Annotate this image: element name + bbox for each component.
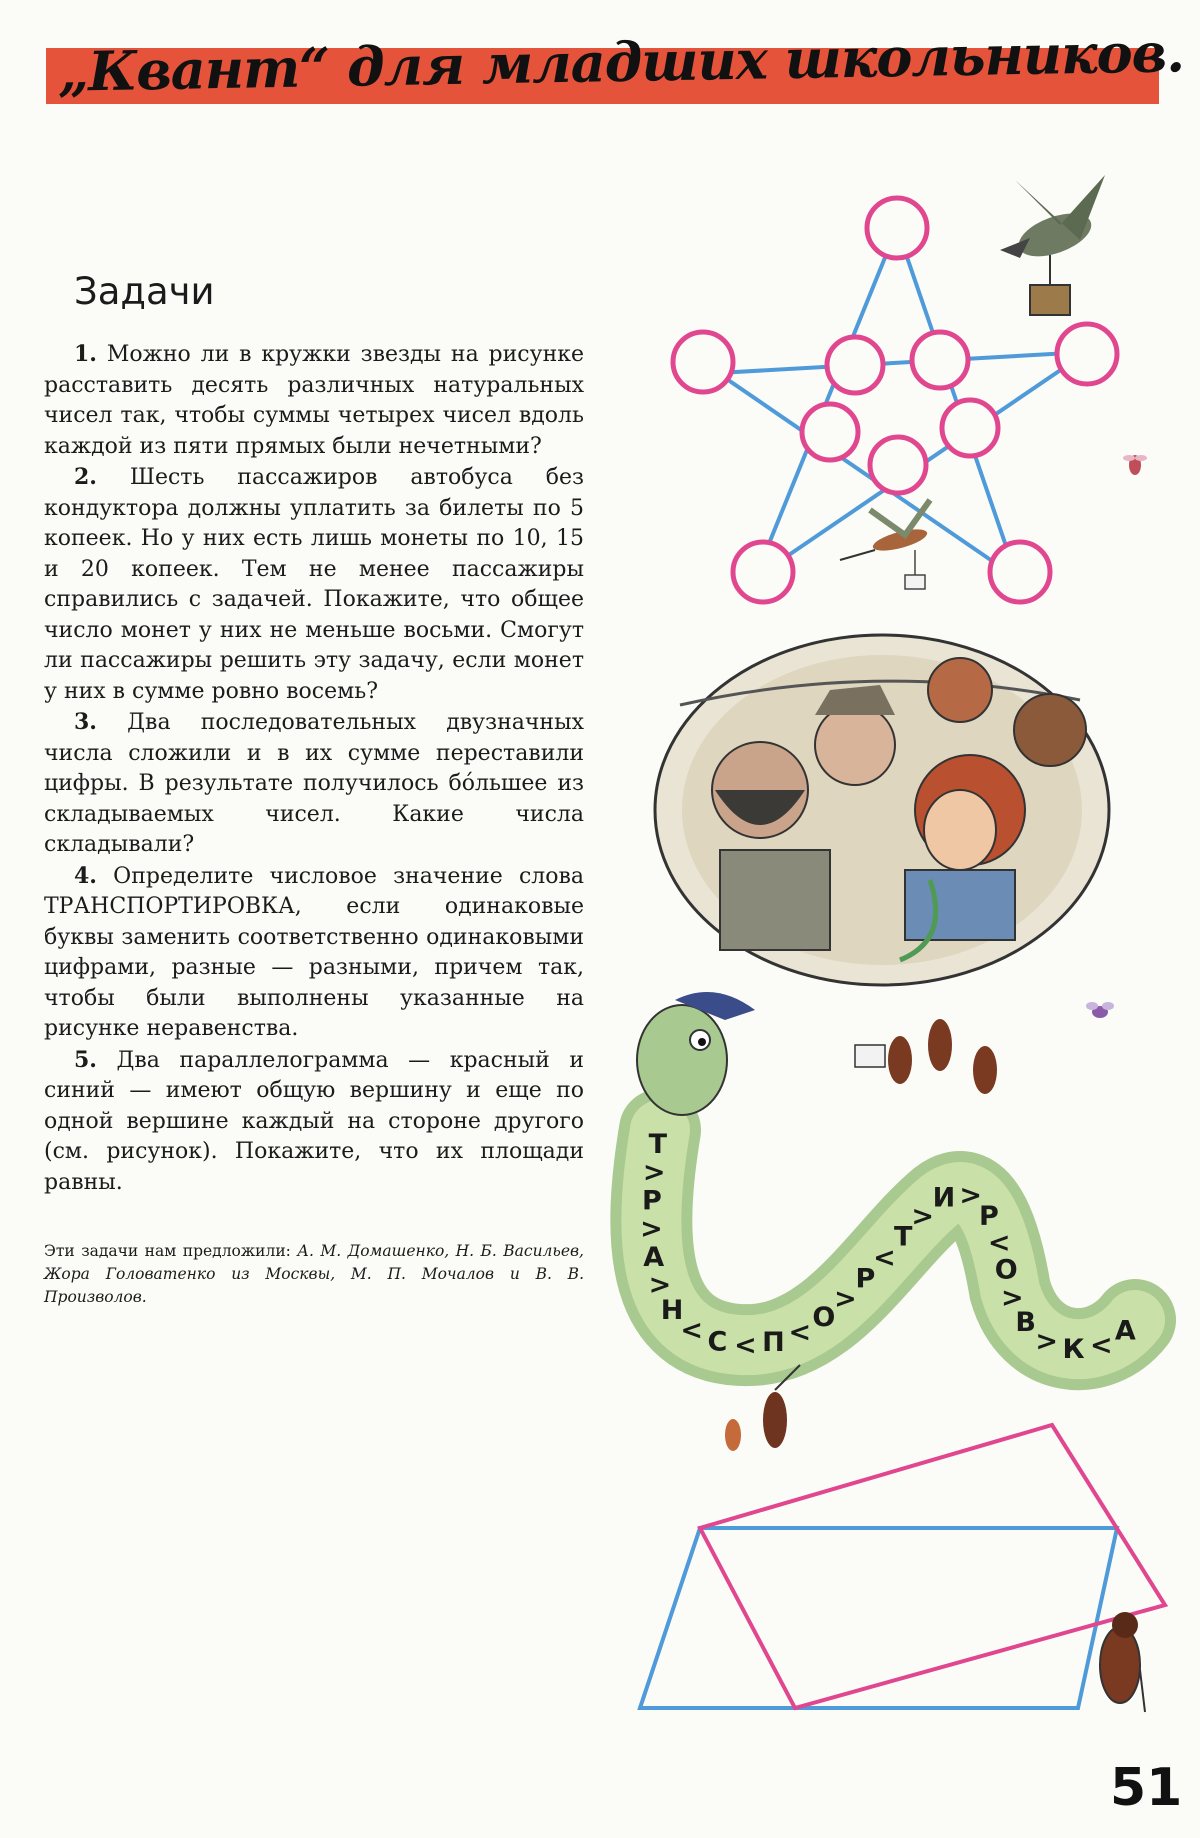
worm-letter: Р [641,1185,662,1217]
star-circle-bottom-left [733,542,793,602]
worm-letter: Р [855,1263,876,1295]
worm-inequality-sign: > [640,1213,663,1245]
worm-letter: И [932,1182,956,1214]
star-circle-bottom-right [990,542,1050,602]
star-circle-inner-2 [912,332,968,388]
problem-4-number: 4. [74,862,97,889]
problem-2-number: 2. [74,464,97,490]
star-circle-inner-5 [870,437,926,493]
worm-inequality-sign: < [788,1316,812,1348]
parallelograms [640,1425,1165,1708]
worm-inequality-sign: > [911,1200,934,1232]
ants-on-worm [855,1019,997,1094]
beetle-with-cane [1100,1612,1145,1712]
worm-inequality-sign: < [680,1314,704,1346]
bird-icon [1000,175,1105,315]
worm-inequality-sign: > [1035,1325,1058,1357]
credits-lead: Эти задачи нам предложили: [44,1242,298,1260]
section-title: Задачи [74,270,215,313]
worm-letter: П [762,1326,785,1358]
problem-1-text: Можно ли в кружки звезды на рисунке расставить десять различных натуральных чисел так, чтобы суммы четырех чисел вдоль каждой из пяти прямых были нечетными? [44,342,584,459]
problem-1-number: 1. [74,341,97,367]
worm-letter: О [994,1254,1018,1286]
star-lines [718,228,1087,578]
worm-inequality-sign: > [834,1283,857,1315]
star-circle-top [867,198,927,258]
credits-names: А. М. Домашенко, Н. Б. Васильев, Жора Головатенко из Москвы, М. П. Мочалов и В. В. Произволов. [44,1242,584,1306]
worm-head [637,1005,727,1115]
worm-inequality-sign: > [648,1269,672,1301]
star-circle-left [673,332,733,392]
red-parallelogram [700,1425,1165,1708]
worm-letter: О [812,1301,836,1333]
worm-letter: В [1015,1307,1036,1339]
problem-4-text: Определите числовое значение слова ТРАНСПОРТИРОВКА, если одинаковые буквы заменить соответственно одинаковыми цифрами, разные — разными, причем так, чтобы были выполнены указанные на рисунке неравенства. [44,863,585,1041]
star-circle-inner-4 [942,400,998,456]
problem-3-text: Два последовательных двузначных числа сложили и в их сумме переставили цифры. В результате получилось бо́льшее из складываемых чисел. Какие числа складывали? [44,710,584,857]
worm-inequality-sign: < [987,1227,1011,1259]
worm-inequality-sign: > [1001,1282,1024,1314]
worm-letter: Т [648,1128,667,1160]
bus-passengers-illustration [655,635,1109,985]
worm-letter: А [643,1241,665,1273]
worm-letter: К [1062,1333,1085,1365]
problem-3-number: 3. [74,709,97,735]
worm-letter: Р [978,1200,999,1232]
worm-inequality-sign: < [734,1330,757,1362]
worm-letter: Н [660,1294,684,1326]
small-fly-icon [1123,455,1147,475]
problem-5-text: Два параллелограмма — красный и синий — имеют общую вершину и еще по одной вершине каждый на стороне другого (см. рисунок). Покажите, что их площади равны. [44,1047,584,1195]
worm-inequality-sign: > [959,1179,983,1211]
worm-inequality-sign: < [873,1242,896,1274]
star-circle-inner-1 [827,337,883,393]
page-number: 51 [1110,1758,1183,1818]
worm-letter: Т [894,1221,913,1253]
worm-letter: С [707,1326,728,1358]
worm-letter: А [1114,1315,1136,1347]
problem-2-text: Шесть пассажиров автобуса без кондуктора должны уплатить за билеты по 5 копеек. Но у них есть лишь монеты по 10, 15 и 20 копеек. Тем не менее пассажиры справились с задачей. Покажите, что общее число монет у них не меньше восьми. Смогут ли пассажиры решить эту задачу, если монет у них в сумме ровно восемь? [44,465,584,704]
header-title: „Квант“ для младших школьников. [57,20,1185,104]
star-circle-right [1057,324,1117,384]
problem-5-number: 5. [74,1046,97,1073]
small-bug-icon [1086,1002,1114,1018]
blue-parallelogram [640,1528,1117,1708]
worm-inequality-sign: < [1090,1329,1113,1361]
worm-illustration [637,992,1136,1365]
worm-inequality-sign: > [642,1157,666,1189]
star-circle-inner-3 [802,404,858,460]
